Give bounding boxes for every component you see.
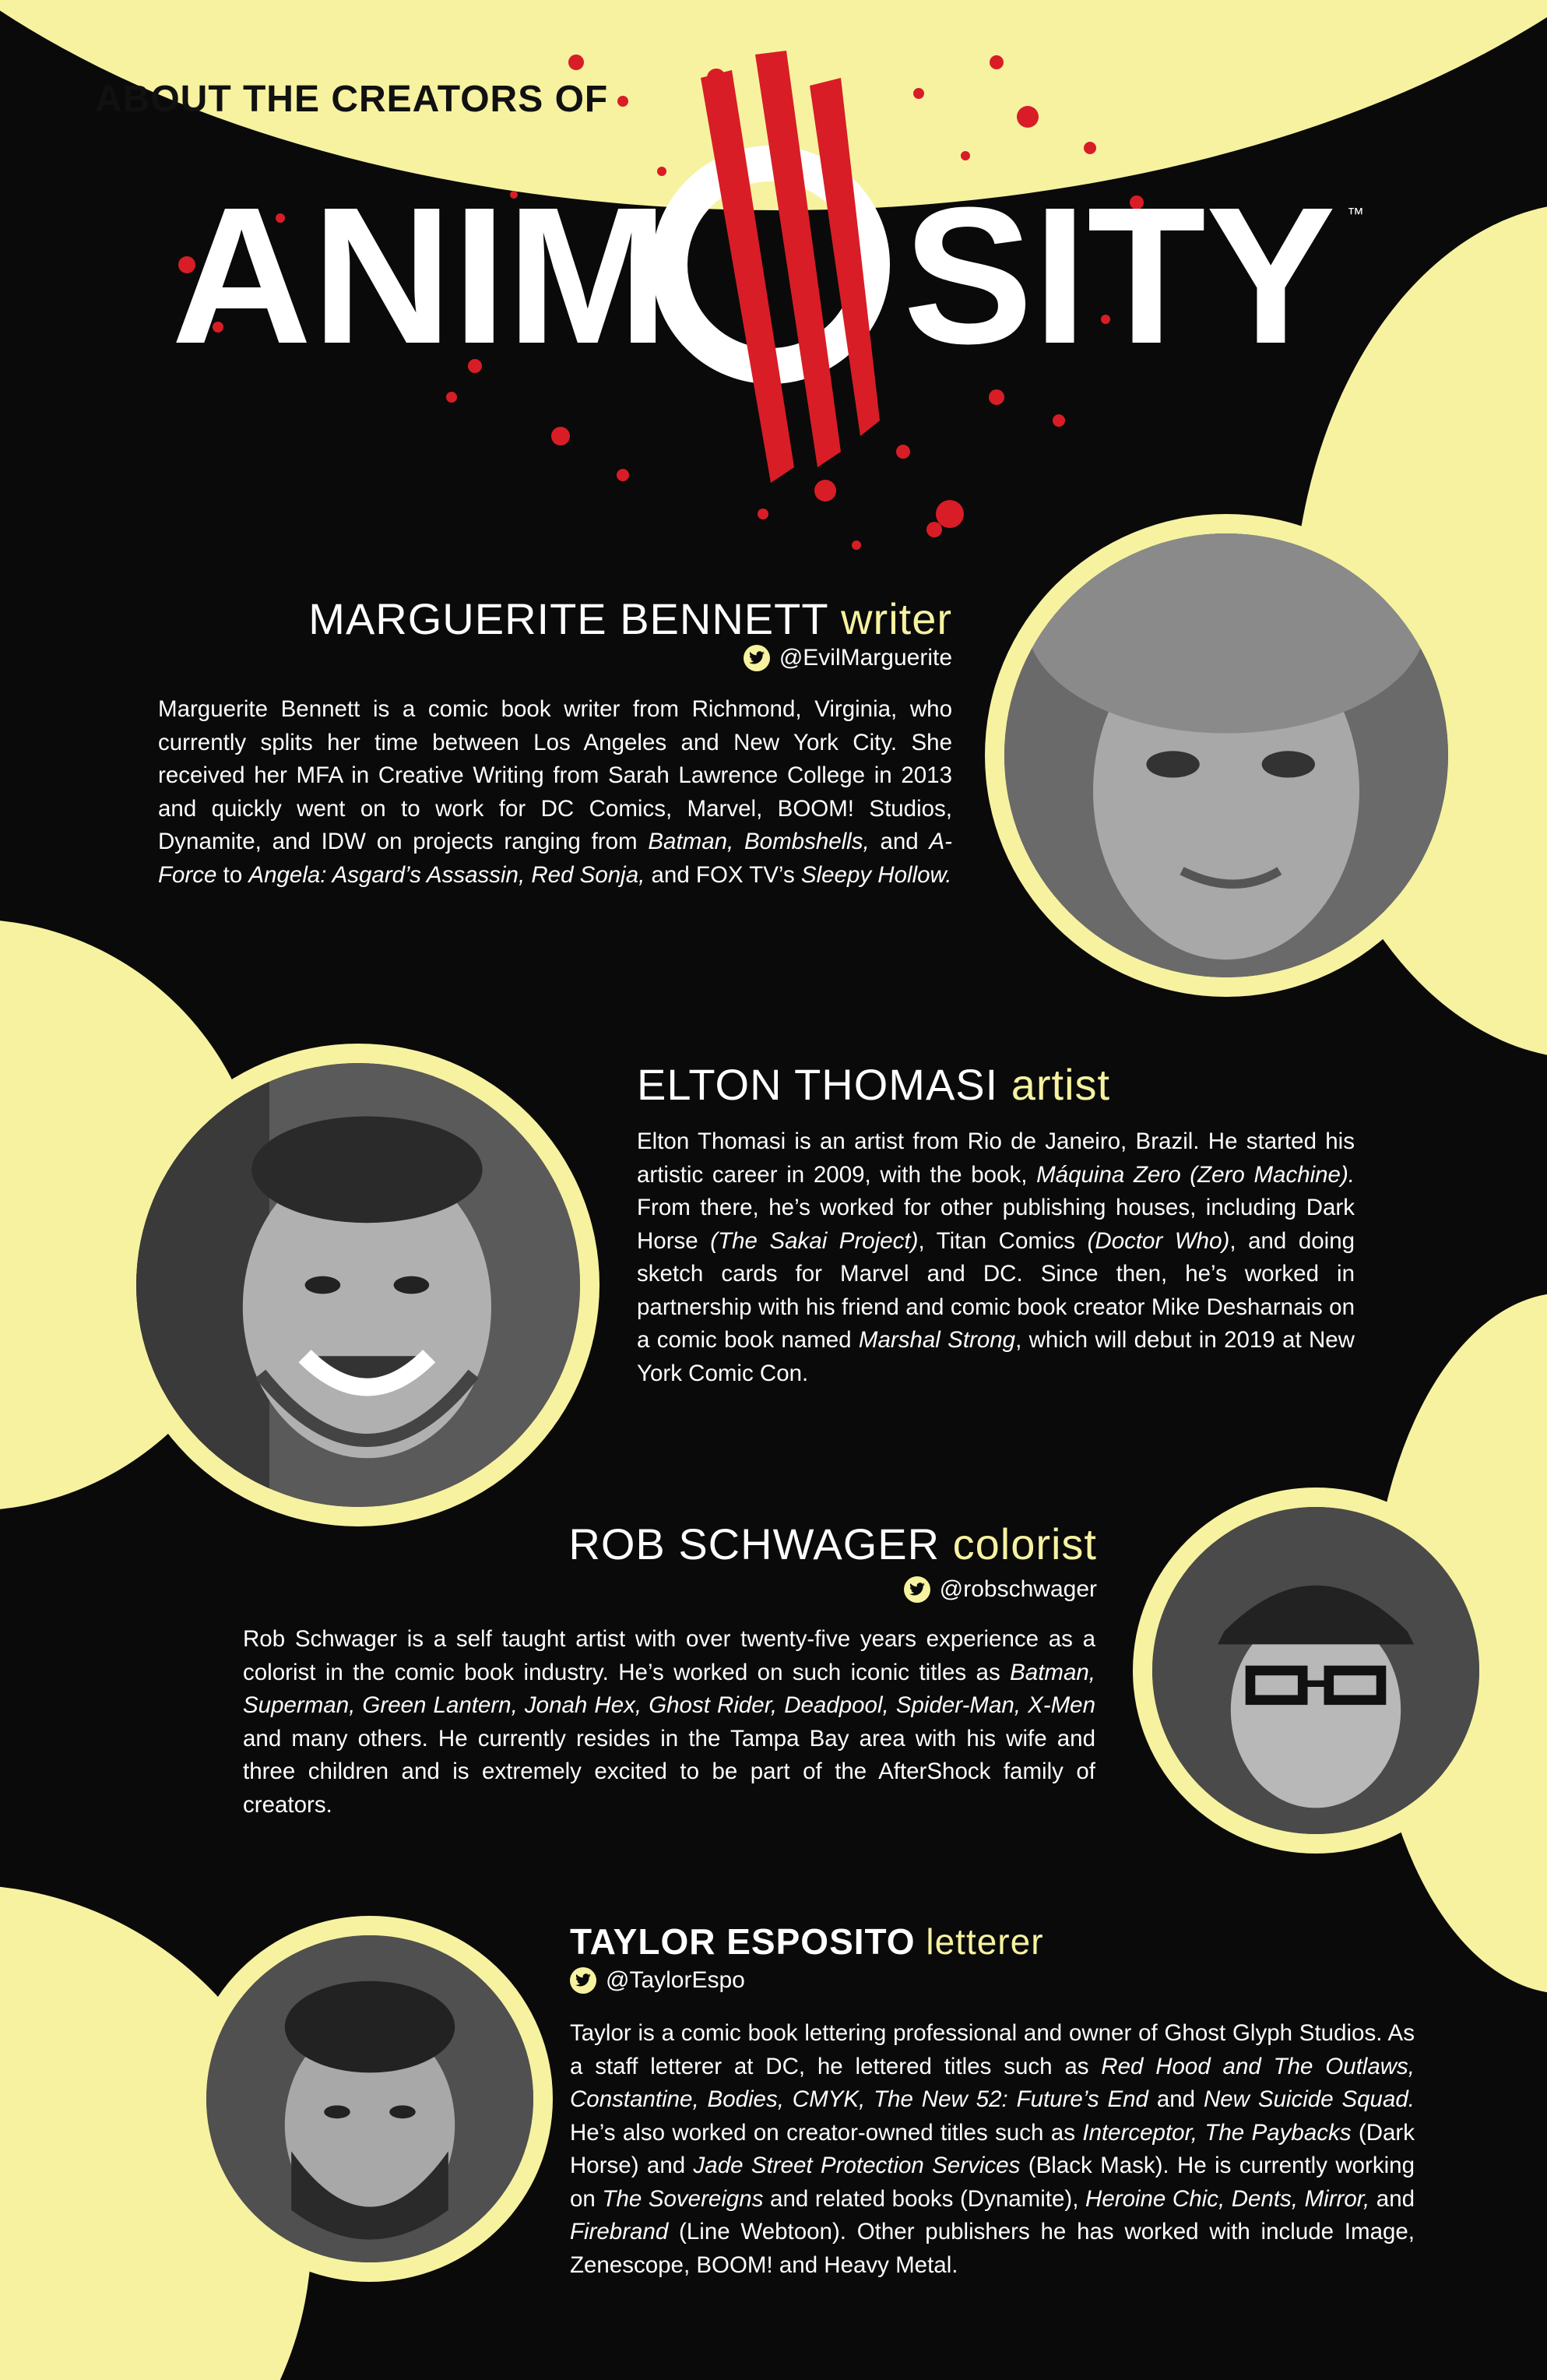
creator-name-bennett bbox=[308, 593, 952, 644]
bio-text: He’s also worked on creator-owned titles such as bbox=[570, 2119, 1083, 2146]
bio-italic-title: Angela: Asgard’s Assassin, Red Sonja, bbox=[248, 861, 645, 888]
twitter-bird-icon bbox=[904, 1576, 930, 1603]
bio-italic-title: Batman, Superman, Green Lantern, Jonah Hex, Ghost Rider, Deadpool, Spider-Man, X-Men bbox=[243, 1659, 1095, 1718]
bio-text: and FOX TV’s bbox=[645, 861, 801, 888]
creator-name-text: ELTON THOMASI bbox=[637, 1060, 999, 1109]
bio-text: and bbox=[1369, 2185, 1415, 2212]
handle-text: @robschwager bbox=[939, 1576, 1097, 1602]
photo-schwager bbox=[1152, 1507, 1479, 1834]
creator-name-esposito bbox=[570, 1921, 1044, 1963]
creator-role: colorist bbox=[952, 1519, 1097, 1568]
bio-italic-title: Firebrand bbox=[570, 2219, 669, 2244]
bio-text: (Line Webtoon). Other publishers he has worked with include Image, Zenescope, BOOM! and Heavy Metal. bbox=[570, 2219, 1415, 2278]
bio-italic-title: The Sovereigns bbox=[602, 2185, 764, 2212]
creator-name-text: MARGUERITE BENNETT bbox=[308, 594, 828, 643]
bio-text: , and doing sketch cards for Marvel and DC. Since then, he’s worked in partnership with his friend and comic book creator Mike Desharnais on a comic book named bbox=[637, 1227, 1355, 1353]
twitter-handle-esposito[interactable] bbox=[570, 1967, 745, 1994]
bio-italic-title: Sleepy Hollow. bbox=[800, 861, 952, 888]
bio-text: Marguerite Bennett is a comic book writer from Richmond, Virginia, who currently splits her time between Los Angeles and New York City. She received her MFA in Creative Writing from Sarah Lawrence College in 2013 and quickly went on to work for DC Comics, Marvel, BOOM! Studios, Dynamite, and IDW on projects ranging from bbox=[158, 696, 952, 854]
header-title: ABOUT THE CREATORS OF bbox=[95, 79, 609, 120]
photo-esposito bbox=[206, 1935, 533, 2262]
bio-italic-title: Interceptor, The Paybacks bbox=[1082, 2119, 1352, 2146]
bio-text: (Black Mask). He is currently working on bbox=[570, 2153, 1415, 2212]
bio-text: and related books (Dynamite), bbox=[763, 2185, 1086, 2212]
bio-text: to bbox=[216, 861, 249, 888]
logo-letters-right: SITY bbox=[903, 167, 1336, 384]
twitter-bird-icon bbox=[570, 1967, 596, 1994]
creator-name-text: ROB SCHWAGER bbox=[568, 1519, 941, 1568]
bio-italic-title: Marshal Strong bbox=[858, 1327, 1016, 1353]
logo-graphic bbox=[156, 31, 1401, 592]
logo-letters-left: ANIM bbox=[171, 167, 669, 384]
bio-text: and bbox=[869, 829, 930, 854]
bio-text: , which will debut in 2019 at New York Comic Con. bbox=[637, 1327, 1355, 1386]
bio-esposito bbox=[570, 2017, 1415, 2282]
bio-italic-title: Red Hood and The Outlaws, Constantine, Bodies, CMYK, The New 52: Future’s End bbox=[570, 2053, 1415, 2112]
bio-text: , Titan Comics bbox=[918, 1227, 1088, 1254]
photo-thomasi bbox=[136, 1063, 580, 1507]
bio-bennett bbox=[158, 693, 952, 892]
bio-italic-title: Máquina Zero (Zero Machine). bbox=[1036, 1161, 1355, 1188]
creator-name-thomasi bbox=[637, 1059, 1110, 1110]
bio-paragraph bbox=[637, 1125, 1355, 1390]
twitter-handle-schwager[interactable] bbox=[904, 1576, 1097, 1603]
bio-italic-title: (The Sakai Project) bbox=[710, 1227, 919, 1254]
bio-schwager bbox=[243, 1623, 1095, 1822]
bio-text: (Dark Horse) and bbox=[570, 2119, 1415, 2178]
handle-text: @TaylorEspo bbox=[606, 1967, 745, 1993]
bio-italic-title: New Suicide Squad. bbox=[1203, 2086, 1415, 2112]
bio-paragraph bbox=[158, 693, 952, 892]
creator-name-text: TAYLOR ESPOSITO bbox=[570, 1921, 916, 1962]
handle-text: @EvilMarguerite bbox=[779, 645, 952, 671]
bio-italic-title: (Doctor Who) bbox=[1087, 1227, 1230, 1254]
bio-text: Rob Schwager is a self taught artist with over twenty-five years experience as a colorist in the comic book industry. He’s worked on such iconic titles as bbox=[243, 1626, 1095, 1685]
bio-text: Elton Thomasi is an artist from Rio de Janeiro, Brazil. He started his artistic career in 2009, with the book, bbox=[637, 1128, 1355, 1188]
creator-role: writer bbox=[841, 594, 952, 643]
bio-italic-title: A-Force bbox=[158, 829, 952, 888]
claw-slashes bbox=[701, 51, 880, 483]
bio-text: and bbox=[1148, 2086, 1204, 2112]
twitter-bird-icon bbox=[744, 645, 770, 671]
bio-italic-title: Heroine Chic, Dents, Mirror, bbox=[1085, 2185, 1370, 2212]
bio-italic-title: Jade Street Protection Services bbox=[693, 2153, 1021, 2178]
bio-text: From there, he’s worked for other publishing houses, including Dark Horse bbox=[637, 1195, 1355, 1254]
bio-text: Taylor is a comic book lettering professional and owner of Ghost Glyph Studios. As a staff letterer at DC, he lettered titles such as bbox=[570, 2020, 1415, 2079]
creator-role: letterer bbox=[926, 1921, 1044, 1962]
twitter-handle-bennett[interactable] bbox=[744, 645, 952, 671]
photo-bennett bbox=[1004, 533, 1448, 977]
bio-paragraph bbox=[570, 2017, 1415, 2282]
creator-role: artist bbox=[1011, 1060, 1111, 1109]
bio-paragraph bbox=[243, 1623, 1095, 1822]
bio-thomasi bbox=[637, 1125, 1355, 1390]
trademark-symbol: ™ bbox=[1347, 204, 1364, 224]
bio-text: and many others. He currently resides in the Tampa Bay area with his wife and three children and is extremely excited to be part of the AfterShock family of creators. bbox=[243, 1725, 1095, 1818]
animosity-logo bbox=[156, 31, 1401, 592]
creator-name-schwager bbox=[568, 1519, 1097, 1569]
bio-italic-title: Batman, Bombshells, bbox=[648, 829, 870, 854]
